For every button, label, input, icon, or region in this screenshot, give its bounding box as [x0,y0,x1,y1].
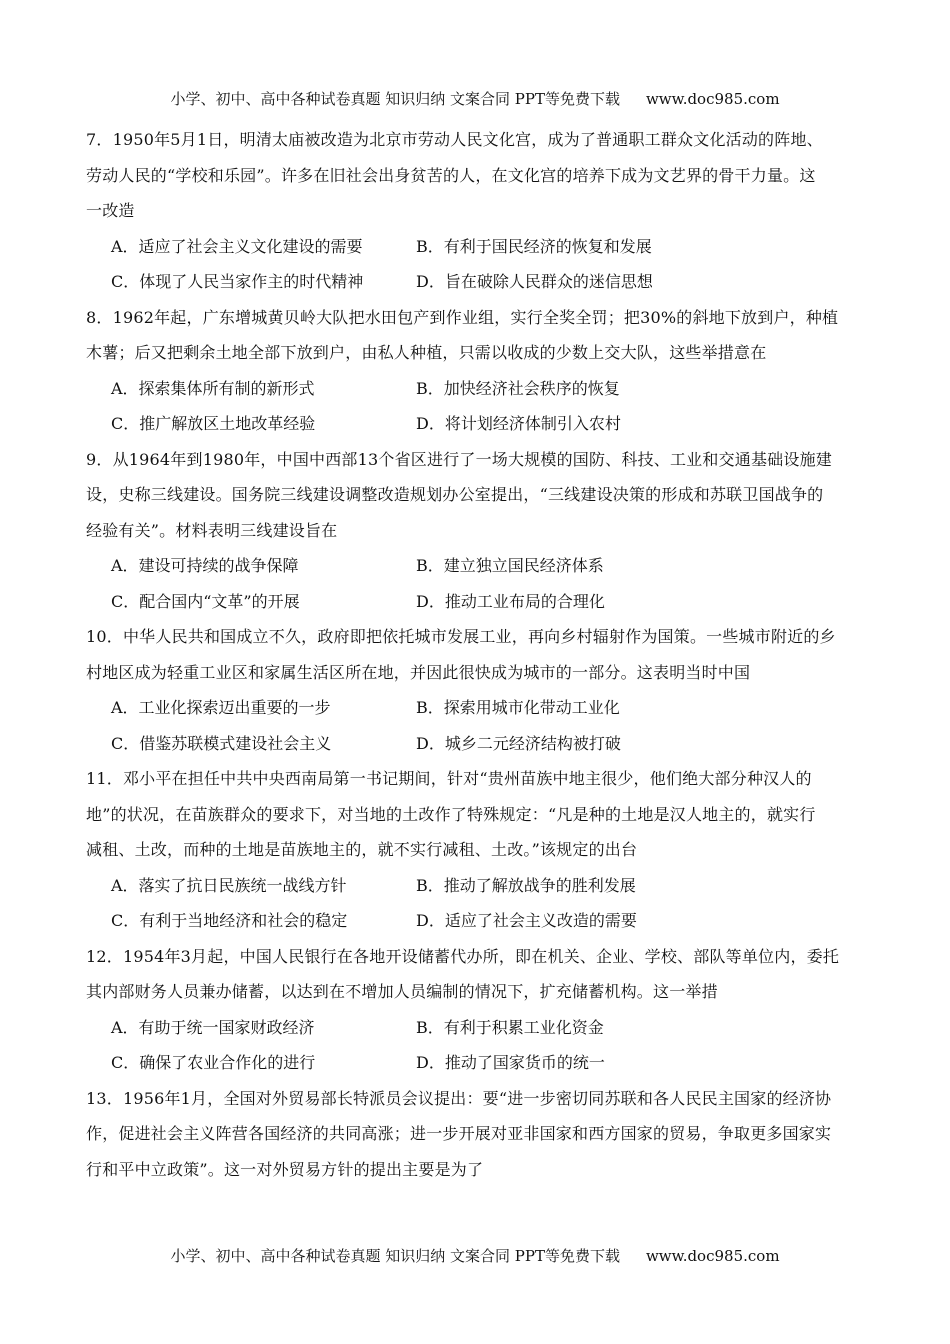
footer-text: 小学、初中、高中各种试卷真题 知识归纳 文案合同 PPT等免费下载 [170,1247,620,1265]
option-d: D．推动了国家货币的统一 [416,1053,605,1072]
question-line: 12．1954年3月起，中国人民银行在各地开设储蓄代办所，即在机关、企业、学校、部队等单位内，委托 [86,946,840,966]
question-13 [86,1081,862,1188]
option-a: A．落实了抗日民族统一战线方针 [111,875,347,895]
option-b: B．有利于积累工业化资金 [416,1017,604,1037]
question-line: 经验有关”。材料表明三线建设旨在 [86,520,338,540]
option-a: A．有助于统一国家财政经济 [111,1017,315,1037]
header-site: www.doc985.com [645,90,780,108]
header-text: 小学、初中、高中各种试卷真题 知识归纳 文案合同 PPT等免费下载 [170,90,620,108]
question-line: 9．从1964年到1980年，中国中西部13个省区进行了一场大规模的国防、科技、工业和交通基础设施建 [86,449,832,469]
option-d: D．适应了社会主义改造的需要 [416,911,637,930]
question-7 [86,122,862,300]
question-8 [86,300,862,442]
question-line: 一改造 [86,201,135,220]
option-a: A．探索集体所有制的新形式 [111,378,315,398]
option-d: D．旨在破除人民群众的迷信思想 [416,272,653,291]
option-a: A．建设可持续的战争保障 [111,556,299,575]
question-line: 8．1962年起，广东增城黄贝岭大队把水田包产到作业组，实行全奖全罚；把30%的斜地下放到户，种植 [86,307,839,327]
option-b: B．推动了解放战争的胜利发展 [416,875,636,895]
question-line: 其内部财务人员兼办储蓄，以达到在不增加人员编制的情况下，扩充储蓄机构。这一举措 [86,982,718,1001]
question-line: 行和平中立政策”。这一对外贸易方针的提出主要是为了 [86,1159,484,1179]
option-c: C．有利于当地经济和社会的稳定 [111,911,348,930]
question-line: 设，史称三线建设。国务院三线建设调整改造规划办公室提出，“三线建设决策的形成和苏联卫国战争的 [86,485,824,504]
footer-site: www.doc985.com [645,1247,780,1265]
question-line: 地”的状况，在苗族群众的要求下，对当地的土改作了特殊规定：“凡是种的土地是汉人地主的，就实行 [86,804,816,824]
option-d: D．将计划经济体制引入农村 [416,414,621,433]
question-line: 村地区成为轻重工业区和家属生活区所在地，并因此很快成为城市的一部分。这表明当时中国 [86,662,751,682]
option-c: C．体现了人民当家作主的时代精神 [111,272,364,291]
option-b: B．探索用城市化带动工业化 [416,698,620,717]
option-d: D．城乡二元经济结构被打破 [416,733,621,753]
page-header [0,88,950,109]
question-10 [86,619,862,761]
option-a: A．适应了社会主义文化建设的需要 [111,236,363,256]
option-b: B．有利于国民经济的恢复和发展 [416,236,652,256]
question-line: 10．中华人民共和国成立不久，政府即把依托城市发展工业，再向乡村辐射作为国策。一些城市附近的乡 [86,627,836,646]
question-12 [86,939,862,1081]
option-c: C．确保了农业合作化的进行 [111,1053,316,1072]
question-line: 减租、土改，而种的土地是苗族地主的，就不实行减租、土改。”该规定的出台 [86,840,638,859]
question-list [86,122,862,1187]
question-11 [86,761,862,939]
question-9 [86,442,862,620]
question-line: 7．1950年5月1日，明清太庙被改造为北京市劳动人民文化宫，成为了普通职工群众文化活动的阵地、 [86,130,823,149]
question-line: 木薯；后又把剩余土地全部下放到户，由私人种植，只需以收成的少数上交大队，这些举措意在 [86,343,767,362]
option-c: C．推广解放区土地改革经验 [111,414,316,433]
question-line: 劳动人民的“学校和乐园”。许多在旧社会出身贫苦的人，在文化宫的培养下成为文艺界的骨干力量。这 [86,165,816,185]
question-line: 11．邓小平在担任中共中央西南局第一书记期间，针对“贵州苗族中地主很少，他们绝大部分种汉人的 [86,769,812,788]
option-b: B．加快经济社会秩序的恢复 [416,378,620,398]
question-line: 作，促进社会主义阵营各国经济的共同高涨；进一步开展对亚非国家和西方国家的贸易，争取更多国家实 [86,1124,832,1143]
option-d: D．推动工业布局的合理化 [416,591,605,611]
option-c: C．借鉴苏联模式建设社会主义 [111,733,332,753]
question-line: 13．1956年1月，全国对外贸易部长特派员会议提出：要“进一步密切同苏联和各人民民主国家的经济协 [86,1088,832,1108]
option-b: B．建立独立国民经济体系 [416,556,604,575]
page-footer [0,1245,950,1266]
option-c: C．配合国内“文革”的开展 [111,591,300,611]
option-a: A．工业化探索迈出重要的一步 [111,698,331,717]
